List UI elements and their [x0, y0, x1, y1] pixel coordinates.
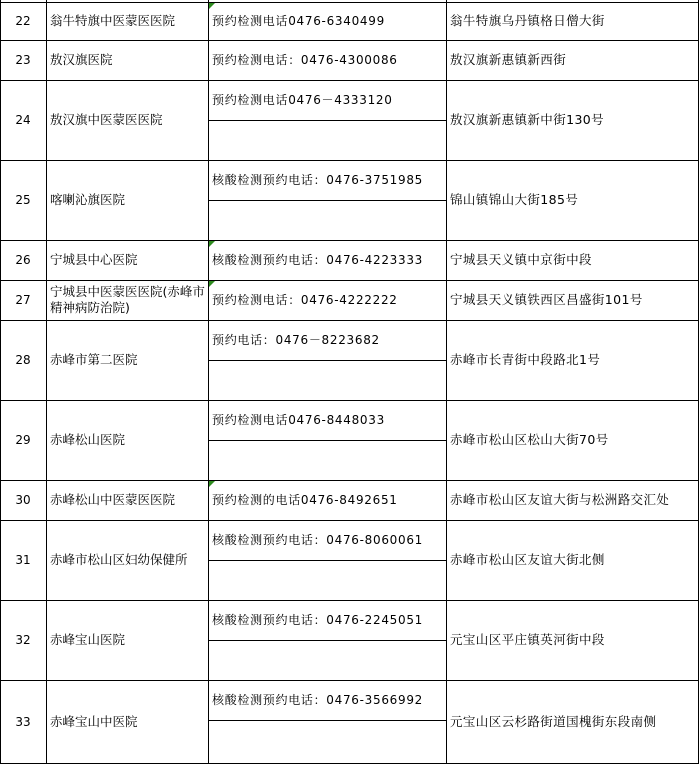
hospital-name: 宁城县中心医院 — [50, 252, 138, 267]
row-number: 24 — [15, 113, 31, 127]
hospital-address: 元宝山区平庄镇英河街中段 — [450, 632, 605, 647]
hospital-address: 元宝山区云杉路街道国槐街东段南侧 — [450, 713, 657, 729]
comment-marker — [209, 281, 215, 287]
row-number: 26 — [15, 253, 31, 267]
row-number: 31 — [15, 553, 31, 567]
grid-line — [208, 560, 446, 561]
hospital-name: 宁城县中医蒙医医院(赤峰市精神病防治院) — [50, 284, 205, 315]
comment-marker — [209, 481, 215, 487]
phone-number: 预约检测电话：0476-4222222 — [212, 293, 398, 307]
phone-number: 预约检测电话0476-6340499 — [212, 14, 385, 28]
grid-line — [208, 720, 446, 721]
hospital-name: 赤峰宝山中医院 — [50, 713, 138, 729]
row-number: 29 — [15, 433, 31, 447]
row-number: 25 — [15, 193, 31, 207]
grid-line — [0, 600, 699, 601]
hospital-address: 宁城县天义镇铁西区昌盛街101号 — [450, 292, 643, 307]
grid-line — [0, 400, 699, 401]
phone-number: 预约检测电话0476-8448033 — [212, 413, 385, 427]
grid-line — [0, 40, 699, 41]
grid-line — [0, 520, 699, 521]
phone-number: 预约检测电话：0476-4300086 — [212, 53, 398, 67]
grid-line — [208, 440, 446, 441]
hospital-address: 敖汉旗新惠镇新西街 — [450, 52, 567, 67]
hospital-name: 赤峰松山医院 — [50, 432, 126, 447]
hospital-address: 敖汉旗新惠镇新中街130号 — [450, 112, 605, 127]
grid-line — [0, 480, 699, 481]
phone-number: 预约检测电话0476－4333120 — [212, 93, 393, 107]
grid-line — [698, 0, 699, 763]
grid-line — [0, 320, 699, 321]
row-number: 32 — [15, 633, 31, 647]
hospital-address: 赤峰市松山区友谊大街北侧 — [450, 552, 605, 567]
phone-number: 预约检测的电话0476-8492651 — [212, 493, 398, 507]
grid-line — [208, 200, 446, 201]
phone-number: 核酸检测预约电话：0476-2245051 — [212, 613, 424, 627]
grid-line — [208, 120, 446, 121]
grid-line — [0, 160, 699, 161]
hospital-name: 翁牛特旗中医蒙医医院 — [50, 13, 176, 28]
hospital-name: 赤峰松山中医蒙医医院 — [50, 492, 176, 507]
grid-line — [0, 680, 699, 681]
hospital-address: 翁牛特旗乌丹镇格日僧大街 — [450, 13, 605, 28]
grid-line — [446, 0, 447, 763]
grid-line — [46, 0, 47, 763]
row-number: 28 — [15, 353, 31, 367]
hospital-name: 赤峰市第二医院 — [50, 352, 138, 367]
grid-line — [0, 240, 699, 241]
hospital-name: 敖汉旗医院 — [50, 52, 113, 67]
phone-number: 核酸检测预约电话：0476-8060061 — [212, 533, 424, 547]
hospital-address: 宁城县天义镇中京街中段 — [450, 252, 592, 267]
grid-line — [0, 2, 699, 3]
comment-marker — [209, 3, 215, 9]
row-number: 33 — [15, 714, 31, 729]
phone-number: 核酸检测预约电话：0476-3566992 — [212, 693, 424, 707]
phone-number: 核酸检测预约电话：0476-3751985 — [212, 173, 424, 187]
hospital-address: 赤峰市松山区友谊大街与松洲路交汇处 — [450, 492, 670, 507]
hospital-address: 赤峰市长青街中段路北1号 — [450, 352, 601, 367]
row-number: 30 — [15, 493, 31, 507]
phone-number: 预约电话：0476－8223682 — [212, 333, 380, 347]
phone-number: 核酸检测预约电话：0476-4223333 — [212, 253, 424, 267]
hospital-address: 锦山镇锦山大街185号 — [450, 192, 579, 207]
hospital-address: 赤峰市松山区松山大街70号 — [450, 432, 609, 447]
hospital-name: 赤峰宝山医院 — [50, 632, 126, 647]
row-number: 22 — [15, 14, 31, 28]
grid-line — [208, 360, 446, 361]
row-number: 27 — [15, 293, 31, 307]
grid-line — [0, 80, 699, 81]
grid-line — [208, 0, 209, 763]
hospital-name: 喀喇沁旗医院 — [50, 192, 126, 207]
row-number: 23 — [15, 53, 31, 67]
comment-marker — [209, 241, 215, 247]
grid-line — [0, 280, 699, 281]
grid-line — [208, 640, 446, 641]
hospital-name: 赤峰市松山区妇幼保健所 — [50, 552, 188, 567]
hospital-name: 敖汉旗中医蒙医医院 — [50, 112, 163, 127]
